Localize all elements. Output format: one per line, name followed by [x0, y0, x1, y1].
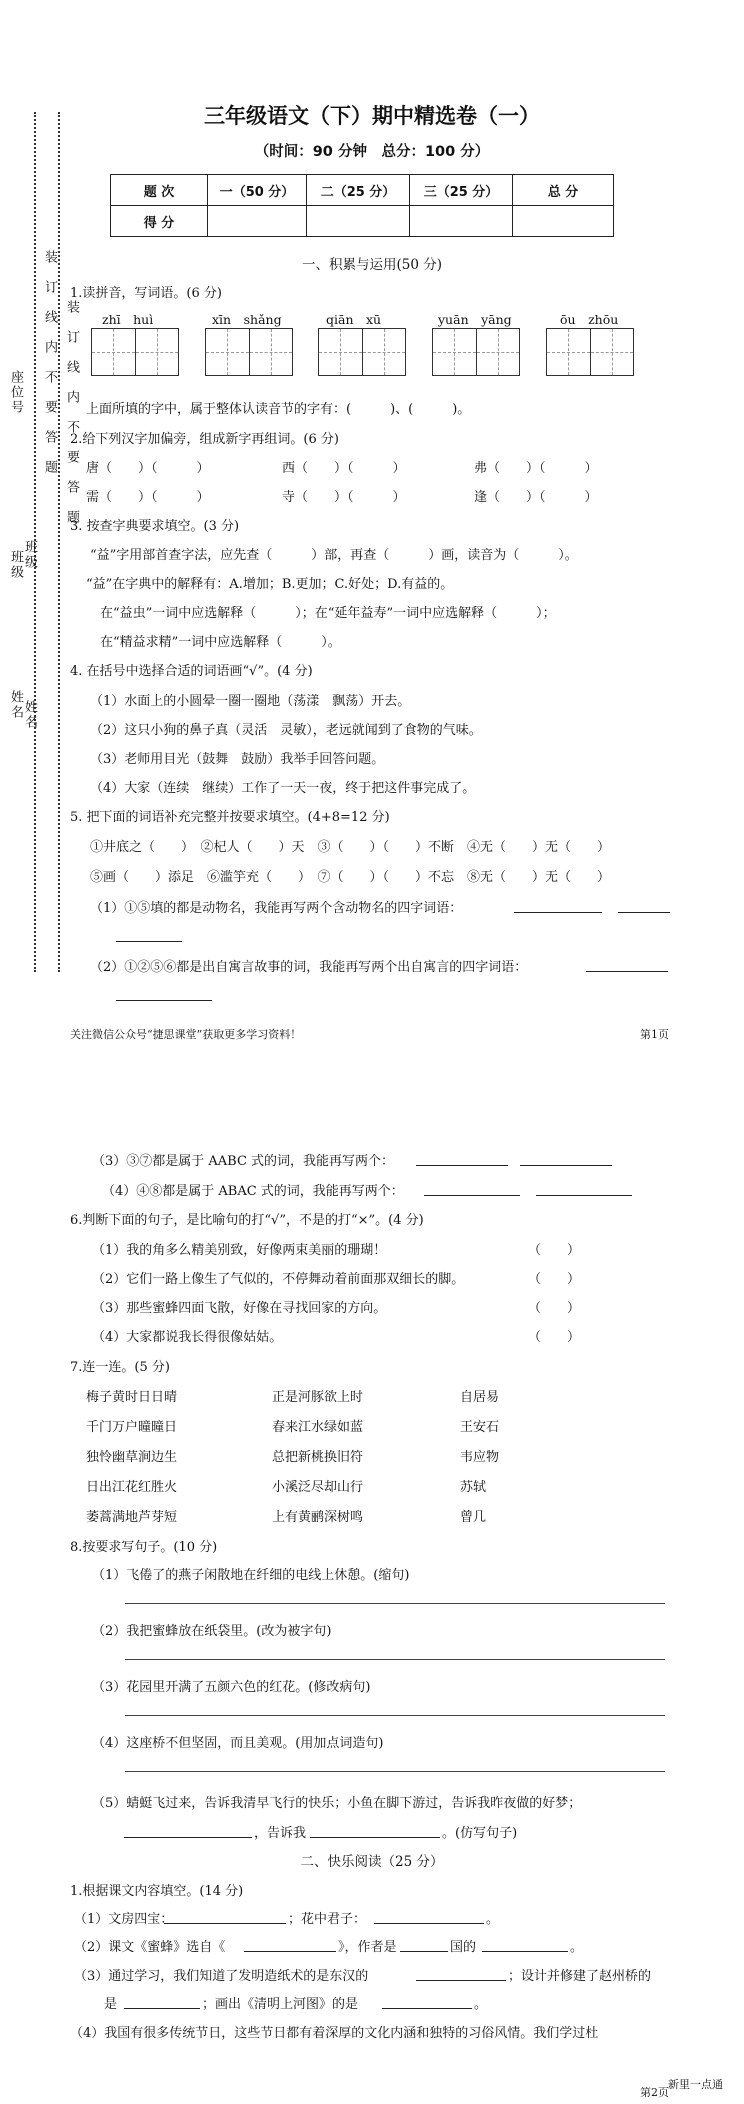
q7-right-4[interactable]: 苏轼 [460, 1480, 487, 1495]
q1-title: 1.读拼音，写词语。(6 分) [70, 286, 222, 301]
r1-line-2c: 国的 [450, 1940, 477, 1955]
r1-line-1c: 。 [486, 1912, 500, 1927]
q8-item-3: （3）花园里开满了五颜六色的红花。(修改病句) [92, 1680, 371, 1695]
r1-line-4: （4）我国有很多传统节日，这些节日都有着深厚的文化内涵和独特的习俗风情。我们学过杜 [70, 2026, 599, 2041]
q5-sub-1: （1）①⑤填的都是动物名，我能再写两个含动物名的四字词语： [90, 901, 463, 916]
name-label-2: 姓名 [22, 700, 37, 730]
q5-sub-2-blank-1[interactable] [586, 970, 668, 972]
r1-line-2d: 。 [570, 1940, 584, 1955]
q6-item-4: （4）大家都说我长得很像姑姑。 [92, 1330, 283, 1345]
q8-item-5-mid: ，告诉我 [254, 1826, 307, 1841]
q6-answer-1[interactable]: （ ） [528, 1243, 581, 1258]
score-cell-1[interactable] [208, 206, 307, 237]
q1-pinyin-1: zhī huì [102, 312, 154, 327]
q8-answer-line-2[interactable] [125, 1658, 665, 1660]
q1-grid-3[interactable] [318, 328, 406, 376]
q5-sub-4-blank-1[interactable] [424, 1194, 520, 1196]
q5-row-1: ①井底之（ ） ②杞人（ ）天 ③（ ）（ ）不断 ④无（ ）无（ ） [90, 840, 611, 855]
r1-blank-7[interactable] [124, 2007, 200, 2009]
score-header-2: 一（50 分） [208, 175, 307, 206]
score-table [110, 174, 614, 237]
q5-sub-3: （3）③⑦都是属于 AABC 式的词，我能再写两个： [92, 1154, 395, 1169]
q6-item-3: （3）那些蜜蜂四面飞散，好像在寻找回家的方向。 [92, 1301, 387, 1316]
q7-mid-1[interactable]: 正是河豚欲上时 [272, 1390, 364, 1405]
q6-title: 6.判断下面的句子，是比喻句的打“√”，不是的打“×”。(4 分) [70, 1213, 424, 1228]
class-label-2: 班级 [22, 540, 37, 570]
r1-blank-1[interactable] [164, 1922, 286, 1924]
q5-sub-3-blank-2[interactable] [520, 1164, 612, 1166]
q6-answer-3[interactable]: （ ） [528, 1301, 581, 1316]
seat-label: 座位号 [8, 370, 23, 415]
r1-line-2a: （2）课文《蜜蜂》选自《 [74, 1940, 226, 1955]
q5-row-2: ⑤画（ ）添足 ⑥滥竽充（ ） ⑦（ ）（ ）不忘 ⑧无（ ）无（ ） [90, 870, 611, 885]
r1-line-1b: ；花中君子： [288, 1912, 367, 1927]
q3-line-1: “益”字用部首查字法，应先查（ ）部，再查（ ）画，读音为（ ）。 [90, 548, 578, 563]
q7-mid-2[interactable]: 春来江水绿如蓝 [272, 1420, 364, 1435]
q6-item-2: （2）它们一路上像生了气似的，不停舞动着前面那双细长的脚。 [92, 1272, 465, 1287]
q7-mid-4[interactable]: 小溪泛尽却山行 [272, 1480, 364, 1495]
q4-item-1: （1）水面上的小圆晕一圈一圈地（荡漾 飘荡）开去。 [90, 694, 411, 709]
score-row-label: 得 分 [111, 206, 208, 237]
q2-item-4: 需（ ）（ ） [86, 490, 210, 505]
score-cell-3[interactable] [410, 206, 513, 237]
q1-grid-4[interactable] [432, 328, 520, 376]
r1-blank-8[interactable] [382, 2007, 472, 2009]
q5-sub-2: （2）①②⑤⑥都是出自寓言故事的词，我能再写两个出自寓言的四字词语： [90, 960, 528, 975]
q5-title: 5. 把下面的词语补充完整并按要求填空。(4+8=12 分) [70, 810, 390, 825]
binding-line-inner [58, 112, 60, 972]
q5-sub-4: （4）④⑧都是属于 ABAC 式的词，我能再写两个： [102, 1184, 404, 1199]
q7-mid-3[interactable]: 总把新桃换旧符 [272, 1450, 364, 1465]
r1-blank-4[interactable] [400, 1950, 448, 1952]
r1-blank-3[interactable] [244, 1950, 336, 1952]
score-header-3: 二（25 分） [307, 175, 410, 206]
class-label: 班级 [8, 550, 23, 580]
page-number-2: 第2页 [640, 2086, 669, 2099]
footer-note: 关注微信公众号“捷思课堂”获取更多学习资料！ [70, 1028, 302, 1041]
q4-title: 4. 在括号中选择合适的词语画“√”。(4 分) [70, 664, 313, 679]
score-cell-total[interactable] [513, 206, 614, 237]
q7-right-3[interactable]: 韦应物 [460, 1450, 500, 1465]
q1-pinyin-3: qiān xū [326, 312, 382, 327]
page-number-1: 第1页 [640, 1028, 669, 1041]
q2-item-1: 唐（ ）（ ） [86, 461, 210, 476]
q8-item-5-end: 。(仿写句子) [442, 1826, 518, 1841]
q3-line-4: 在“精益求精”一词中应选解释（ ）。 [100, 635, 341, 650]
r1-blank-5[interactable] [482, 1950, 568, 1952]
q2-item-5: 寺（ ）（ ） [282, 490, 406, 505]
q1-pinyin-4: yuān yāng [438, 312, 512, 327]
q8-item-4: （4）这座桥不但坚固，而且美观。(用加点词造句) [92, 1736, 384, 1751]
seal-notice-inner: 装 订 线 内 不 要 答 题 [64, 300, 79, 525]
score-header-4: 三（25 分） [410, 175, 513, 206]
q5-sub-2-blank-2[interactable] [116, 999, 212, 1001]
q8-item-1: （1）飞倦了的燕子闲散地在纤细的电线上休憩。(缩句) [92, 1568, 410, 1583]
r1-line-1a: （1）文房四宝： [74, 1912, 174, 1927]
q4-item-4: （4）大家（连续 继续）工作了一天一夜，终于把这件事完成了。 [90, 781, 476, 796]
r1-line-3a: （3）通过学习，我们知道了发明造纸术的是东汉的 [74, 1969, 369, 1984]
q8-answer-line-1[interactable] [125, 1602, 665, 1604]
q8-title: 8.按要求写句子。(10 分) [70, 1540, 218, 1555]
q8-item-5-blank-1[interactable] [124, 1836, 252, 1838]
r1-line-3e: 。 [474, 1997, 488, 2012]
q2-item-3: 弗（ ）（ ） [474, 461, 598, 476]
q5-sub-3-blank-1[interactable] [416, 1164, 508, 1166]
q7-left-3[interactable]: 独怜幽草涧边生 [86, 1450, 178, 1465]
r1-blank-2[interactable] [374, 1922, 484, 1924]
q2-item-2: 西（ ）（ ） [282, 461, 406, 476]
q7-left-5[interactable]: 萎蒿满地芦芽短 [86, 1510, 178, 1525]
q8-item-5-blank-2[interactable] [310, 1836, 440, 1838]
q3-line-2: “益”在字典中的解释有：A.增加；B.更加；C.好处；D.有益的。 [86, 577, 454, 592]
q4-item-3: （3）老师用目光（鼓舞 鼓励）我举手回答问题。 [90, 752, 385, 767]
q1-pinyin-2: xīn shǎng [212, 312, 282, 327]
score-header-5: 总 分 [513, 175, 614, 206]
section-1-title: 一、积累与运用(50 分) [301, 257, 442, 273]
q7-left-2[interactable]: 千门万户曈曈日 [86, 1420, 178, 1435]
q8-answer-line-4[interactable] [125, 1770, 665, 1772]
score-header-1: 题 次 [111, 175, 208, 206]
q1-follow-up: 上面所填的字中，属于整体认读音节的字有：( )、( )。 [86, 402, 471, 417]
q8-answer-line-3[interactable] [125, 1714, 665, 1716]
q7-right-1[interactable]: 自居易 [460, 1390, 500, 1405]
page-title: 三年级语文（下）期中精选卷（一） [204, 104, 540, 128]
page-2 [0, 1052, 744, 2104]
q4-item-2: （2）这只小狗的鼻子真（灵活 灵敏），老远就闻到了食物的气味。 [90, 723, 482, 738]
r1-title: 1.根据课文内容填空。(14 分) [70, 1884, 244, 1899]
score-cell-2[interactable] [307, 206, 410, 237]
q1-pinyin-5: ōu zhōu [560, 312, 619, 327]
q7-right-2[interactable]: 王安石 [460, 1420, 500, 1435]
q8-item-5: （5）蜻蜓飞过来，告诉我清早飞行的快乐；小鱼在脚下游过，告诉我昨夜做的好梦； [92, 1796, 582, 1811]
q3-title: 3. 按查字典要求填空。(3 分) [70, 519, 240, 534]
q3-line-3: 在“益虫”一词中应选解释（ ）；在“延年益寿”一词中应选解释（ ）； [100, 606, 556, 621]
q6-item-1: （1）我的角多么精美别致，好像两束美丽的珊瑚！ [92, 1243, 387, 1258]
q1-grid-2[interactable] [205, 328, 293, 376]
r1-blank-6[interactable] [416, 1979, 506, 1981]
r1-line-2b: 》，作者是 [338, 1940, 397, 1955]
name-label: 姓名 [8, 690, 23, 720]
q5-sub-1-blank-2[interactable] [618, 911, 670, 913]
q5-sub-1-blank-1[interactable] [514, 911, 602, 913]
q1-grid-1[interactable] [91, 328, 179, 376]
q7-title: 7.连一连。(5 分) [70, 1360, 170, 1375]
q7-left-4[interactable]: 日出江花红胜火 [86, 1480, 178, 1495]
q5-sub-4-blank-2[interactable] [536, 1194, 632, 1196]
q7-mid-5[interactable]: 上有黄鹂深树鸣 [272, 1510, 364, 1525]
q6-answer-2[interactable]: （ ） [528, 1272, 581, 1287]
r1-line-3b: ；设计并修建了赵州桥的 [508, 1969, 652, 1984]
r1-line-3c: 是 [104, 1997, 118, 2012]
q1-grid-5[interactable] [546, 328, 634, 376]
section-2-title: 二、快乐阅读（25 分） [300, 1854, 444, 1870]
watermark-text: 新里一点通 [668, 2078, 723, 2091]
q2-item-6: 逢（ ）（ ） [474, 490, 598, 505]
page-subtitle: （时间：90 分钟 总分：100 分） [254, 144, 490, 160]
q7-right-5[interactable]: 曾几 [460, 1510, 487, 1525]
q6-answer-4[interactable]: （ ） [528, 1330, 581, 1345]
q2-title: 2.给下列汉字加偏旁，组成新字再组词。(6 分) [70, 432, 339, 447]
r1-line-3d: ；画出《清明上河图》的是 [202, 1997, 359, 2012]
seal-notice-outer: 装 订 线 内 不 要 答 题 [42, 250, 57, 475]
q5-sub-1-blank-3[interactable] [116, 940, 182, 942]
q8-item-2: （2）我把蜜蜂放在纸袋里。(改为被字句) [92, 1624, 332, 1639]
q7-left-1[interactable]: 梅子黄时日日晴 [86, 1390, 178, 1405]
